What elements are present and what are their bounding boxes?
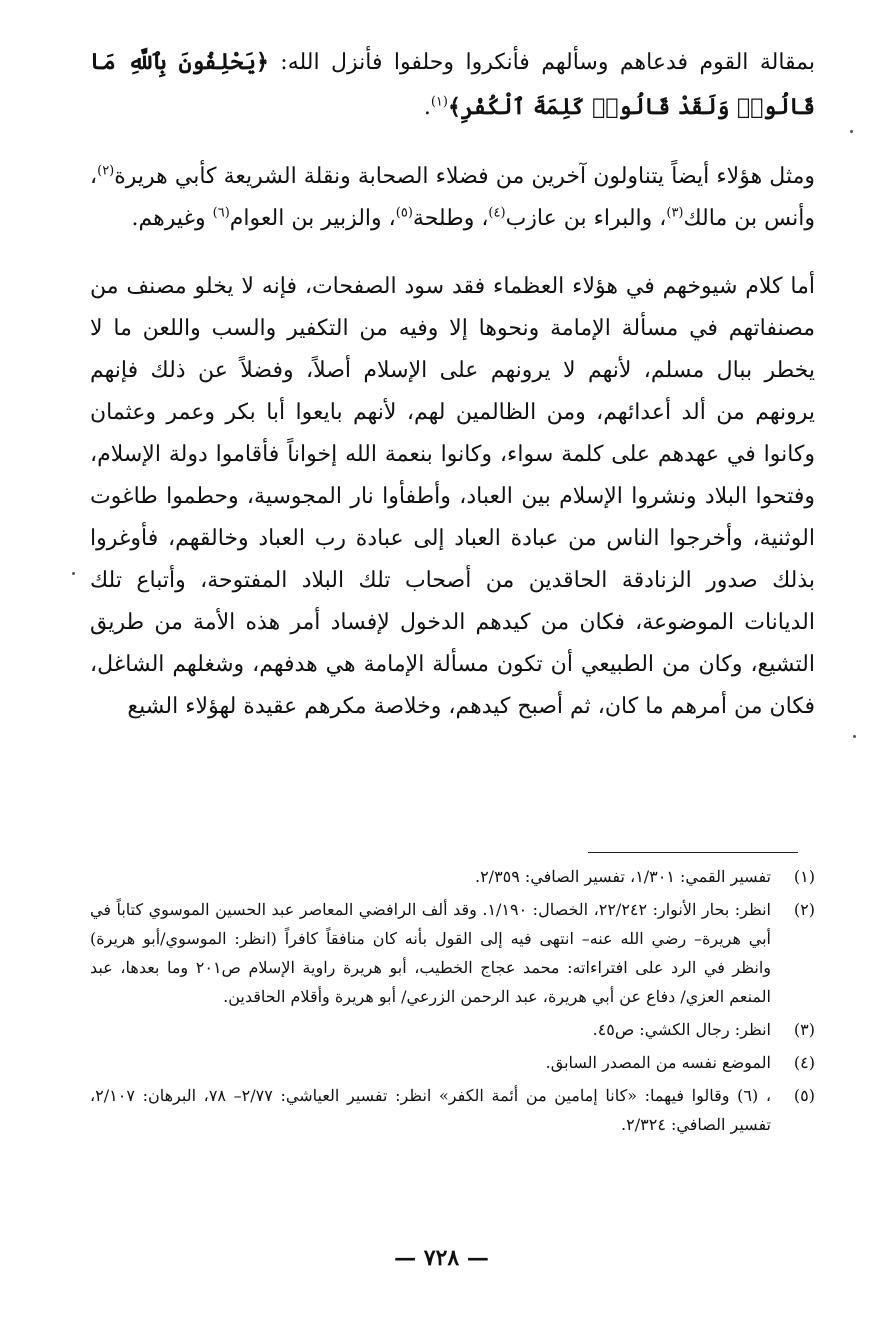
footnote-ref-2[interactable]: (٢) bbox=[97, 163, 115, 179]
scan-speck bbox=[853, 735, 856, 738]
paragraph-2-part-c: ، والبراء بن عازب bbox=[505, 206, 667, 231]
footnote-number: (٥) bbox=[793, 1086, 815, 1105]
paragraph-1-text: بمقالة القوم فدعاهم وسألهم فأنكروا وحلفوا فأنزل الله: bbox=[268, 50, 815, 75]
footnote-number: (١) bbox=[793, 867, 815, 886]
paragraph-1 bbox=[90, 40, 815, 130]
footnote-text: تفسير القمي: ١/٣٠١، تفسير الصافي: ٢/٣٥٩. bbox=[474, 867, 771, 886]
paragraph-2 bbox=[90, 156, 815, 240]
footnote-text: الموضع نفسه من المصدر السابق. bbox=[545, 1053, 771, 1072]
footnote-ref-6[interactable]: (٦) bbox=[212, 205, 230, 221]
footnote-number: (٤) bbox=[793, 1053, 815, 1072]
paragraph-2-part-d: ، وطلحة bbox=[412, 206, 489, 231]
paragraph-2-part-f: وغيرهم. bbox=[131, 206, 213, 231]
footnote-3 bbox=[90, 1015, 815, 1044]
footnote-2 bbox=[90, 895, 815, 1011]
footnotes-section bbox=[90, 862, 815, 1143]
paragraph-1-end: . bbox=[423, 95, 431, 120]
footnote-ref-4[interactable]: (٤) bbox=[488, 205, 506, 221]
paragraph-2-part-b: ، وأنس بن مالك bbox=[90, 164, 815, 231]
footnote-text: ، (٦) وقالوا فيهما: «كانا إمامين من أئمة الكفر» انظر: تفسير العياشي: ٢/٧٧– ٧٨، البرهان: ٢/١٠٧، تفسير الصافي: ٢/٣٢٤. bbox=[90, 1086, 772, 1134]
footnote-1 bbox=[90, 862, 815, 891]
main-body-text bbox=[90, 40, 815, 728]
footnote-ref-3[interactable]: (٣) bbox=[666, 205, 684, 221]
footnote-5 bbox=[90, 1081, 815, 1139]
footnote-4 bbox=[90, 1048, 815, 1077]
footnote-text: انظر: رجال الكشي: ص٤٥. bbox=[592, 1020, 771, 1039]
footnote-separator bbox=[588, 852, 798, 853]
footnote-ref-1[interactable]: (١) bbox=[430, 94, 448, 110]
footnote-text: انظر: بحار الأنوار: ٢٢/٢٤٢، الخصال: ١/١٩٠. وقد ألف الرافضي المعاصر عبد الحسين الموسوي كتاباً في أبي هريرة– رضي الله عنه– انتهى فيه إلى القول بأنه كان منافقاً كافراً (انظر: الموسوي/أبو هريرة) وانظر في الرد على افتراءاته: محمد عجاج الخطيب، أبو هريرة راوية الإسلام ص٢٠١ وما بعدها، عبد المنعم العزي/ دفاع عن أبي هريرة، عبد الرحمن الزرعي/ أبو هريرة وأقلام الحاقدين. bbox=[90, 900, 772, 1006]
footnote-number: (٢) bbox=[793, 900, 815, 919]
paragraph-3: أما كلام شيوخهم في هؤلاء العظماء فقد سود الصفحات، فإنه لا يخلو مصنف من مصنفاتهم في مسألة الإمامة ونحوها إلا وفيه من التكفير والسب واللعن ما لا يخطر ببال مسلم، لأنهم لا يرونهم على الإسلام أصلاً، وفضلاً عن ذلك فإنهم يرونهم من ألد أعدائهم، ومن الظالمين لهم، لأنهم بايعوا أبا بكر وعمر وعثمان وكانوا في عهدهم على كلمة سواء، وكانوا بنعمة الله إخواناً فأقاموا دولة الإسلام، وفتحوا البلاد ونشروا الإسلام بين العباد، وأطفأوا نار المجوسية، وحطموا طاغوت الوثنية، وأخرجوا الناس من عبادة العباد إلى عبادة رب العباد وخالقهم، فأوغروا بذلك صدور الزنادقة الحاقدين من أصحاب تلك البلاد المفتوحة، وأتباع تلك الديانات الموضوعة، فكان من كيدهم الدخول لإفساد أمر هذه الأمة من طريق التشيع، وكان من الطبيعي أن تكون مسألة الإمامة هي هدفهم، وشغلهم الشاغل، فكان من أمرهم ما كان، ثم أصبح كيدهم، وخلاصة مكرهم عقيدة لهؤلاء الشيع bbox=[90, 274, 815, 719]
paragraph-2-part-a: ومثل هؤلاء أيضاً يتناولون آخرين من فضلاء الصحابة ونقلة الشريعة كأبي هريرة bbox=[114, 164, 815, 189]
footnote-number: (٣) bbox=[793, 1020, 815, 1039]
page-number: — ٧٢٨ — bbox=[394, 1245, 489, 1271]
scan-speck bbox=[72, 572, 75, 575]
footnote-ref-5[interactable]: (٥) bbox=[395, 205, 413, 221]
paragraph-2-part-e: ، والزبير بن العوام bbox=[229, 206, 396, 231]
scan-speck bbox=[850, 130, 853, 133]
quran-verse: ﴿يَحْلِفُونَ بِٱللَّهِ مَا قَالُوا۟ وَلَقَدْ قَالُوا۟ كَلِمَةَ ٱلْكُفْرِ﴾ bbox=[90, 49, 815, 120]
